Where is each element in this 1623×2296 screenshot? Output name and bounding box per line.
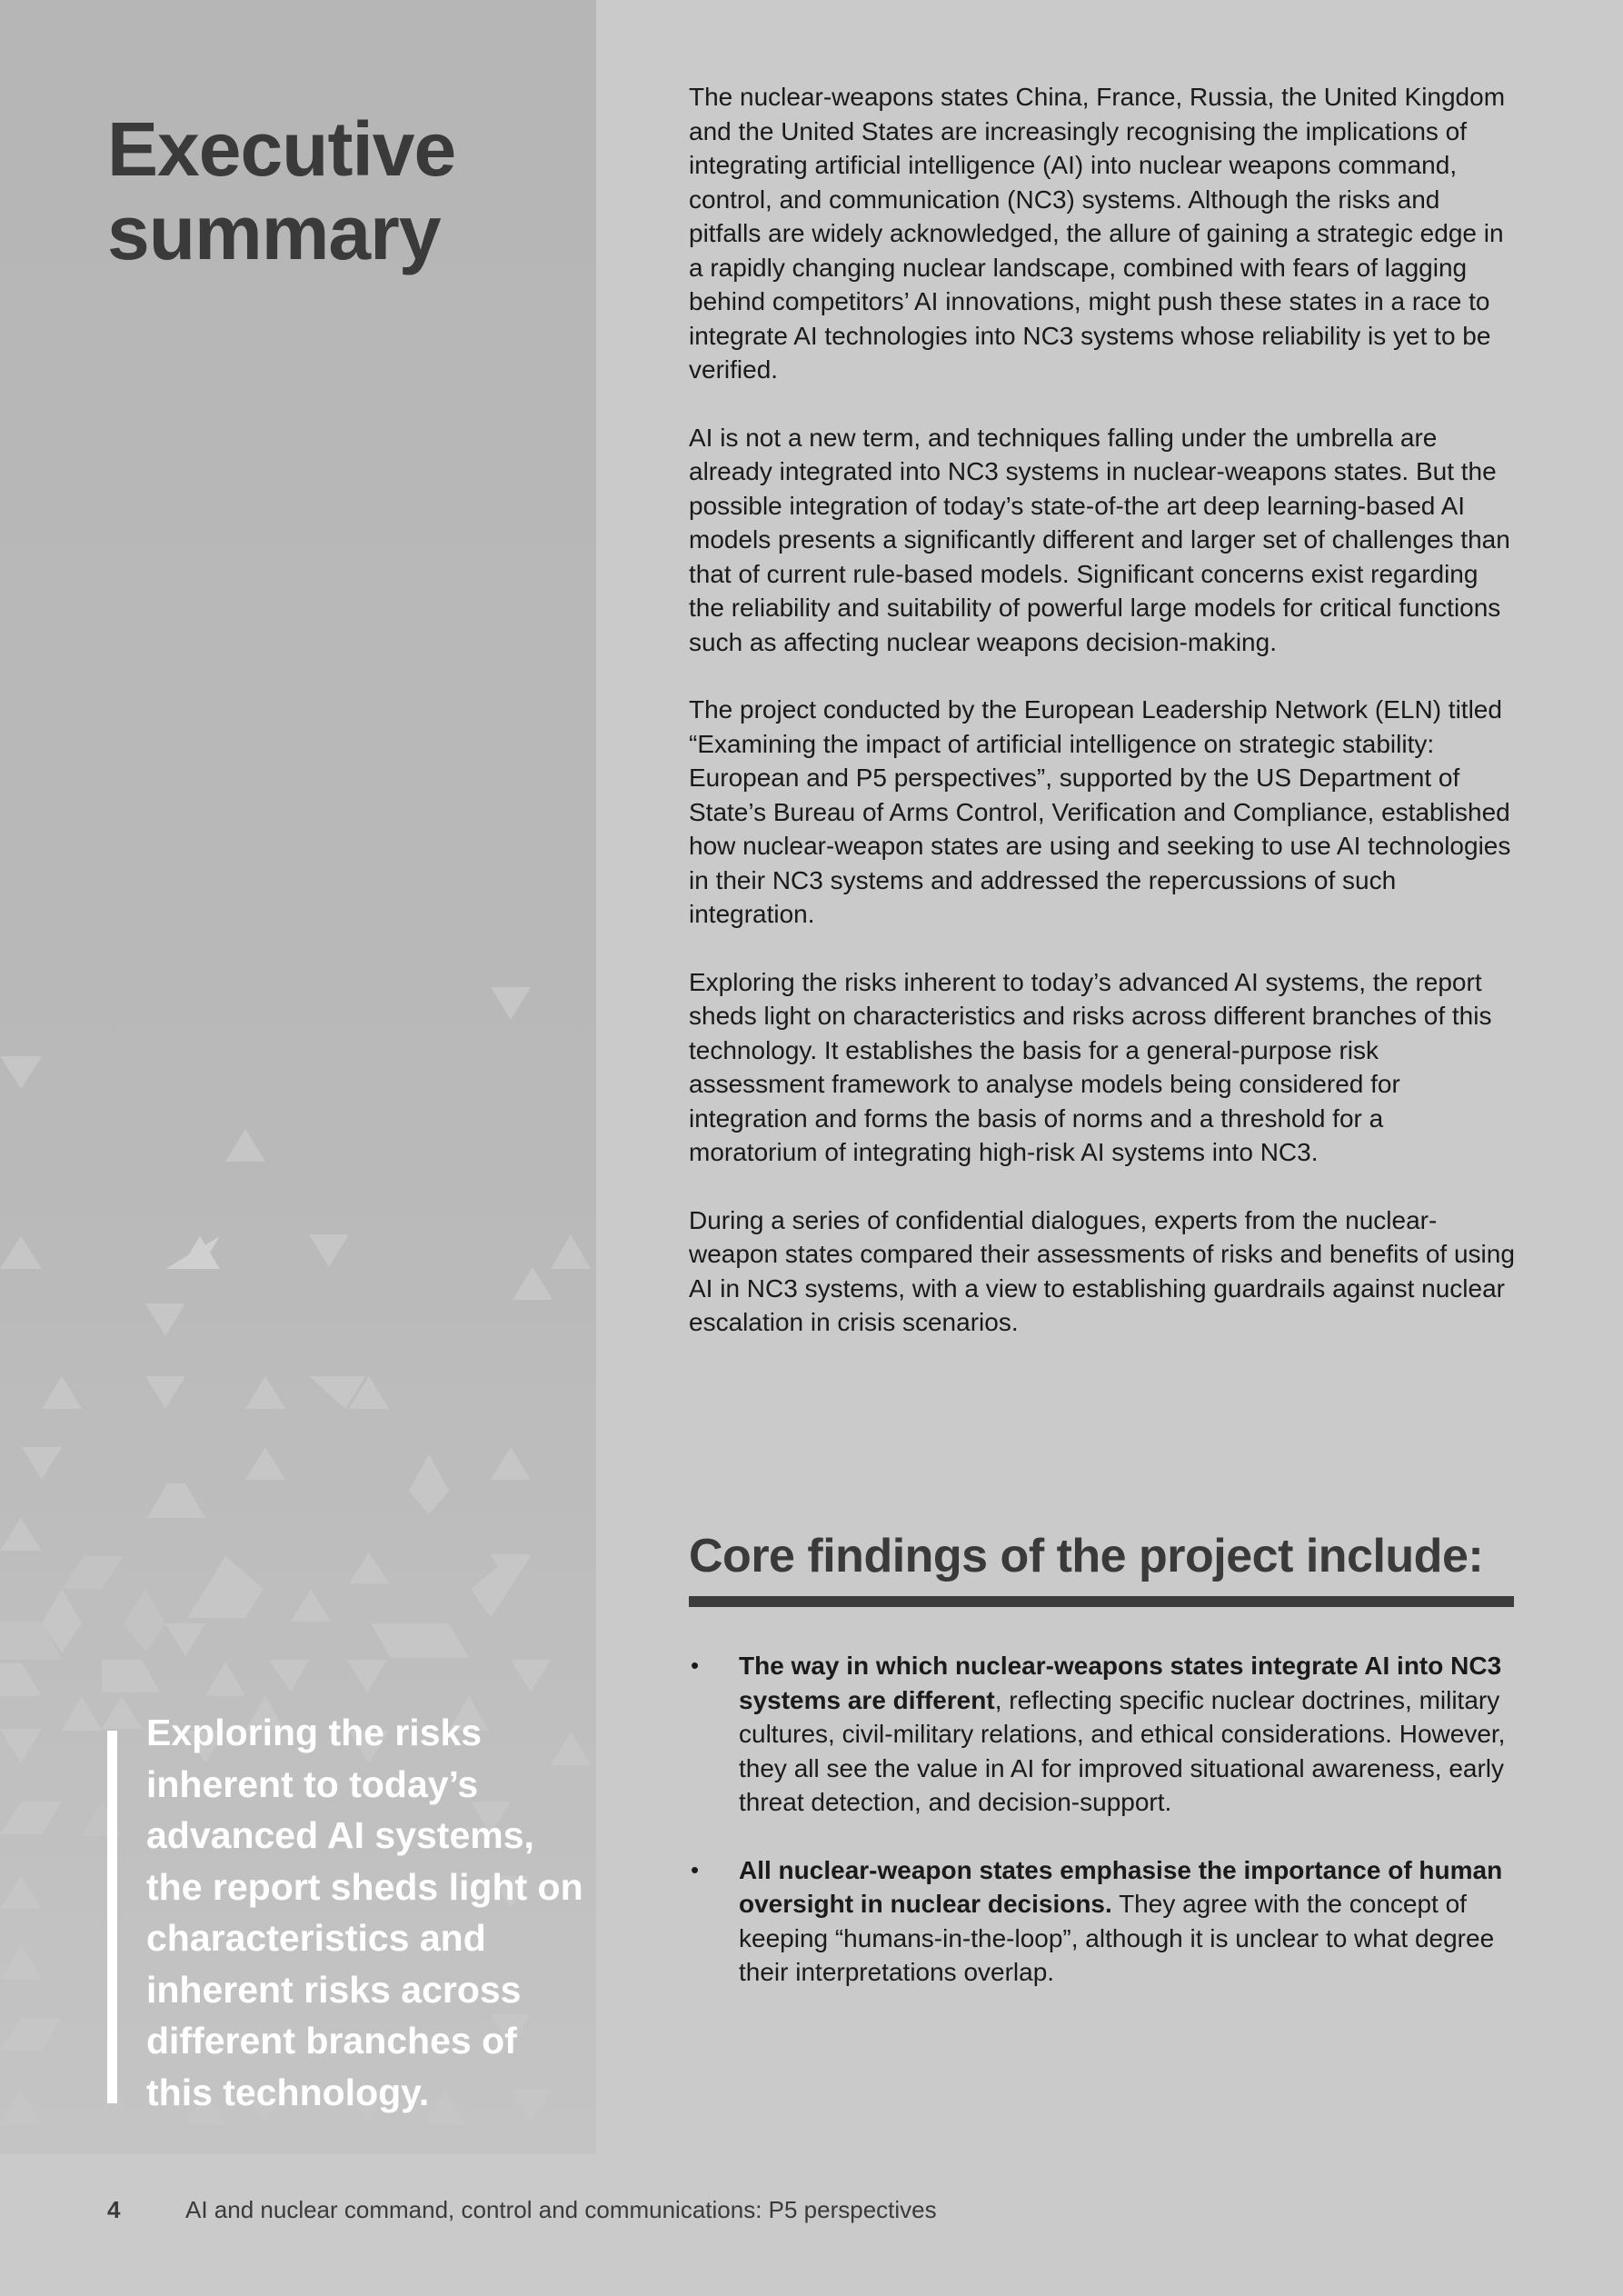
sidebar-panel (0, 0, 596, 2154)
core-findings-heading: Core findings of the project include: (689, 1530, 1484, 1582)
pull-quote (107, 1707, 583, 2113)
running-title: AI and nuclear command, control and communications: P5 perspectives (185, 2196, 937, 2223)
page-footer (107, 2194, 937, 2225)
body-paragraph-2: AI is not a new term, and techniques falling under the umbrella are already integrated into NC3 systems in nuclear-weapons states. But the possible integration of today’s state-of-the art deep learning-based AI models presents a significantly different and larger set of challenges than that of current rule-based models. Significant concerns exist regarding the reliability and suitability of powerful large models for critical functions such as affecting nuclear weapons decision-making. (689, 423, 1510, 656)
bullet-icon: • (691, 1855, 700, 1883)
body-paragraph-3: The project conducted by the European Leadership Network (ELN) titled “Examining the impact of artificial intelligence on strategic stability: European and P5 perspectives”, supported by the US Department of State’s Bureau of Arms Control, Verification and Compliance, established how nuclear-weapon states are using and seeking to use AI technologies in their NC3 systems and addressed the repercussions of such integration. (689, 695, 1511, 928)
finding-1-bold: The way in which nuclear-weapons states integrate AI into NC3 systems are different (739, 1652, 1502, 1714)
main-body (689, 80, 1516, 1373)
finding-2-rest: They agree with the concept of keeping “humans-in-the-loop”, although it is unclear to what degree their interpretations overlap. (739, 1890, 1495, 1986)
pull-quote-bar (107, 1731, 117, 2103)
heading-underline-rule (689, 1596, 1514, 1607)
body-paragraph-1: The nuclear-weapons states China, France, Russia, the United Kingdom and the United States are increasingly recognising the implications of integrating artificial intelligence (AI) into nuclear weapons command, control, and communication (NC3) systems. Although the risks and pitfalls are widely acknowledged, the allure of gaining a strategic edge in a rapidly changing nuclear landscape, combined with fears of lagging behind competitors’ AI innovations, might push these states in a race to integrate AI technologies into NC3 systems whose reliability is yet to be verified. (689, 83, 1506, 384)
page-title (107, 107, 455, 275)
finding-item-2 (689, 1853, 1516, 1990)
finding-2-bold: All nuclear-weapon states emphasise the importance of human oversight in nuclear decisions. (739, 1855, 1503, 1918)
page-title-line2: summary (107, 190, 441, 275)
page-title-line1: Executive (107, 106, 456, 192)
bullet-icon: • (691, 1652, 700, 1679)
page-number: 4 (107, 2196, 121, 2223)
body-paragraph-4: Exploring the risks inherent to today’s advanced AI systems, the report sheds light on characteristics and risks across different branches of this technology. It establishes the basis for a general-purpose risk assessment framework to analyse models being considered for integration and forms the basis of norms and a threshold for a moratorium of integrating high-risk AI systems into NC3. (689, 967, 1492, 1166)
core-findings-list (689, 1649, 1516, 2023)
finding-1-rest: , reflecting specific nuclear doctrines, military cultures, civil-military relations, and ethical considerations. However, they all see the value in AI for improved situational awareness, early threat detection, and decision-support. (739, 1685, 1506, 1816)
pull-quote-text: Exploring the risks inherent to today’s advanced AI systems, the report sheds light on characteristics and inherent risks across different branches of this technology. (146, 1712, 583, 2113)
body-paragraph-5: During a series of confidential dialogues, experts from the nuclear-weapon states compared their assessments of risks and benefits of using AI in NC3 systems, with a view to establishing guardrails against nuclear escalation in crisis scenarios. (689, 1205, 1515, 1336)
finding-item-1 (689, 1649, 1516, 1820)
